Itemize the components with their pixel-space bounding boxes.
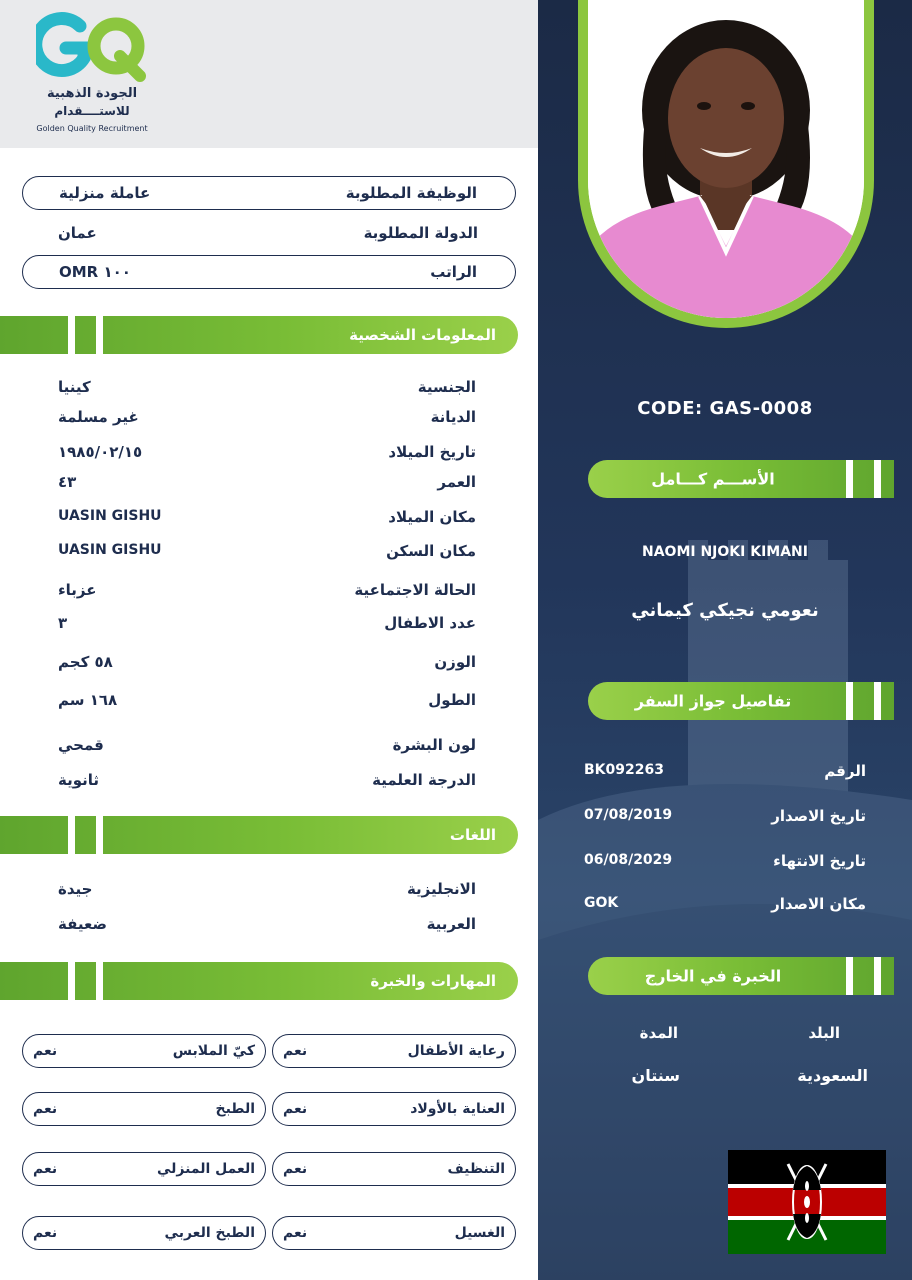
info-label: مكان السكن	[386, 542, 476, 560]
info-row-skin-color	[0, 736, 538, 760]
info-value: UASIN GISHU	[58, 542, 162, 558]
skill-label: التنظيف	[447, 1161, 505, 1177]
salary-row	[22, 255, 516, 289]
skill-laundry	[272, 1216, 516, 1250]
job-country-value: عمان	[58, 224, 97, 242]
language-level: ضعيفة	[58, 915, 107, 933]
language-row-english	[0, 880, 538, 904]
fullname-header	[588, 460, 894, 498]
job-position-row	[22, 176, 516, 210]
header-stripe	[874, 460, 881, 498]
info-label: الدرجة العلمية	[372, 771, 476, 789]
candidate-name-arabic: نعومي نجيكي كيماني	[631, 600, 819, 621]
kenya-flag-icon	[728, 1150, 886, 1254]
info-value: عزباء	[58, 581, 97, 599]
skills-header	[0, 962, 518, 1000]
skill-value: نعم	[33, 1101, 58, 1117]
info-value: غير مسلمة	[58, 408, 139, 426]
info-label: مكان الميلاد	[388, 508, 476, 526]
info-row-marital-status	[0, 581, 538, 605]
info-row-height	[0, 691, 538, 715]
skill-label: العمل المنزلي	[157, 1161, 255, 1177]
personal-info-header	[0, 316, 518, 354]
skill-value: نعم	[283, 1043, 308, 1059]
info-label: الطول	[428, 691, 476, 709]
company-logo	[30, 12, 154, 136]
job-position-label: الوظيفة المطلوبة	[345, 184, 477, 202]
skills-title: المهارات والخبرة	[370, 972, 496, 990]
job-country-row	[22, 216, 516, 250]
info-value: ثانوية	[58, 771, 100, 789]
language-label: الانجليزية	[406, 880, 476, 898]
info-row-residence	[0, 542, 538, 566]
passport-row-issue-date	[538, 807, 912, 831]
skill-label: رعاية الأطفال	[407, 1043, 505, 1059]
info-label: الجنسية	[417, 378, 476, 396]
candidate-portrait-image	[588, 0, 864, 318]
info-value: قمحي	[58, 736, 104, 754]
skill-arabic-cooking	[22, 1216, 266, 1250]
info-label: العمر	[437, 473, 476, 491]
experience-duration-header: المدة	[639, 1024, 678, 1042]
language-row-arabic	[0, 915, 538, 939]
skill-childcare	[272, 1034, 516, 1068]
header-stripe	[68, 316, 75, 354]
personal-info-title: المعلومات الشخصية	[349, 326, 496, 344]
info-value: ٥٨ كجم	[58, 653, 113, 671]
passport-label: مكان الاصدار	[771, 895, 866, 913]
skill-value: نعم	[33, 1043, 58, 1059]
passport-title: تفاصيل جواز السفر	[634, 691, 792, 711]
passport-label: تاريخ الانتهاء	[773, 852, 866, 870]
passport-label: تاريخ الاصدار	[771, 807, 866, 825]
fullname-title: الأســـم كـــامل	[651, 469, 775, 489]
header-stripe	[846, 460, 853, 498]
skill-label: الطبخ العربي	[164, 1225, 255, 1241]
info-label: الديانة	[430, 408, 476, 426]
passport-value: BK092263	[584, 762, 664, 778]
gq-logo-icon	[36, 12, 148, 82]
passport-value: 07/08/2019	[584, 807, 673, 823]
header-stripe	[874, 957, 881, 995]
logo-arabic-line1: الجودة الذهبية	[46, 86, 138, 101]
profile-column	[538, 0, 912, 1280]
info-label: الحالة الاجتماعية	[354, 581, 476, 599]
info-value: ٤٣	[58, 473, 77, 491]
header-stripe	[846, 957, 853, 995]
info-value: كينيا	[58, 378, 91, 396]
candidate-photo	[588, 0, 864, 318]
info-label: لون البشرة	[392, 736, 476, 754]
info-row-weight	[0, 653, 538, 677]
skill-housework	[22, 1152, 266, 1186]
info-value: UASIN GISHU	[58, 508, 162, 524]
skill-value: نعم	[283, 1101, 308, 1117]
info-row-religion	[0, 408, 538, 432]
experience-title: الخبرة في الخارج	[644, 966, 782, 986]
passport-header	[588, 682, 894, 720]
info-label: تاريخ الميلاد	[388, 443, 476, 461]
photo-frame	[578, 0, 874, 328]
skill-kids-care	[272, 1092, 516, 1126]
skill-ironing	[22, 1034, 266, 1068]
header-stripe	[68, 962, 75, 1000]
skill-value: نعم	[283, 1225, 308, 1241]
info-value: ٣	[58, 614, 68, 632]
candidate-name-english: NAOMI NJOKI KIMANI	[642, 544, 808, 560]
logo-english-name: Golden Quality Recruitment	[36, 124, 148, 133]
skill-cooking	[22, 1092, 266, 1126]
info-label: الوزن	[434, 653, 476, 671]
experience-country-header: البلد	[808, 1024, 840, 1042]
skill-label: كيّ الملابس	[172, 1043, 255, 1059]
info-row-nationality	[0, 378, 538, 402]
skill-label: العناية بالأولاد	[410, 1101, 505, 1117]
info-row-age	[0, 473, 538, 497]
skill-value: نعم	[283, 1161, 308, 1177]
header-stripe	[96, 316, 103, 354]
header-stripe	[96, 962, 103, 1000]
info-value: ١٦٨ سم	[58, 691, 118, 709]
header-stripe	[846, 682, 853, 720]
header-stripe	[96, 816, 103, 854]
salary-value: OMR ١٠٠	[59, 263, 131, 281]
skill-value: نعم	[33, 1161, 58, 1177]
language-label: العربية	[426, 915, 476, 933]
skill-label: الغسيل	[454, 1225, 505, 1241]
info-row-birthplace	[0, 508, 538, 532]
experience-header	[588, 957, 894, 995]
info-row-education	[0, 771, 538, 795]
header-stripe	[68, 816, 75, 854]
logo-band	[0, 0, 538, 148]
skill-cleaning	[272, 1152, 516, 1186]
info-row-birthdate	[0, 443, 538, 467]
experience-country-value: السعودية	[797, 1066, 868, 1085]
passport-row-issue-place	[538, 895, 912, 919]
languages-title: اللغات	[449, 826, 496, 844]
salary-label: الراتب	[430, 263, 477, 281]
skill-label: الطبخ	[215, 1101, 255, 1117]
info-value: ١٩٨٥/٠٢/١٥	[58, 443, 143, 461]
passport-value: 06/08/2029	[584, 852, 673, 868]
info-label: عدد الاطفال	[384, 614, 476, 632]
job-country-label: الدولة المطلوبة	[363, 224, 478, 242]
languages-header	[0, 816, 518, 854]
header-stripe	[874, 682, 881, 720]
experience-duration-value: سنتان	[631, 1066, 680, 1085]
job-position-value: عاملة منزلية	[59, 184, 151, 202]
candidate-code: CODE: GAS-0008	[637, 398, 813, 419]
info-row-children	[0, 614, 538, 638]
language-level: جيدة	[58, 880, 93, 898]
passport-label: الرقم	[824, 762, 866, 780]
skill-value: نعم	[33, 1225, 58, 1241]
passport-value: GOK	[584, 895, 619, 911]
passport-row-expiry-date	[538, 852, 912, 876]
logo-arabic-line2: للاستــــقدام	[54, 104, 130, 118]
passport-row-number	[538, 762, 912, 786]
